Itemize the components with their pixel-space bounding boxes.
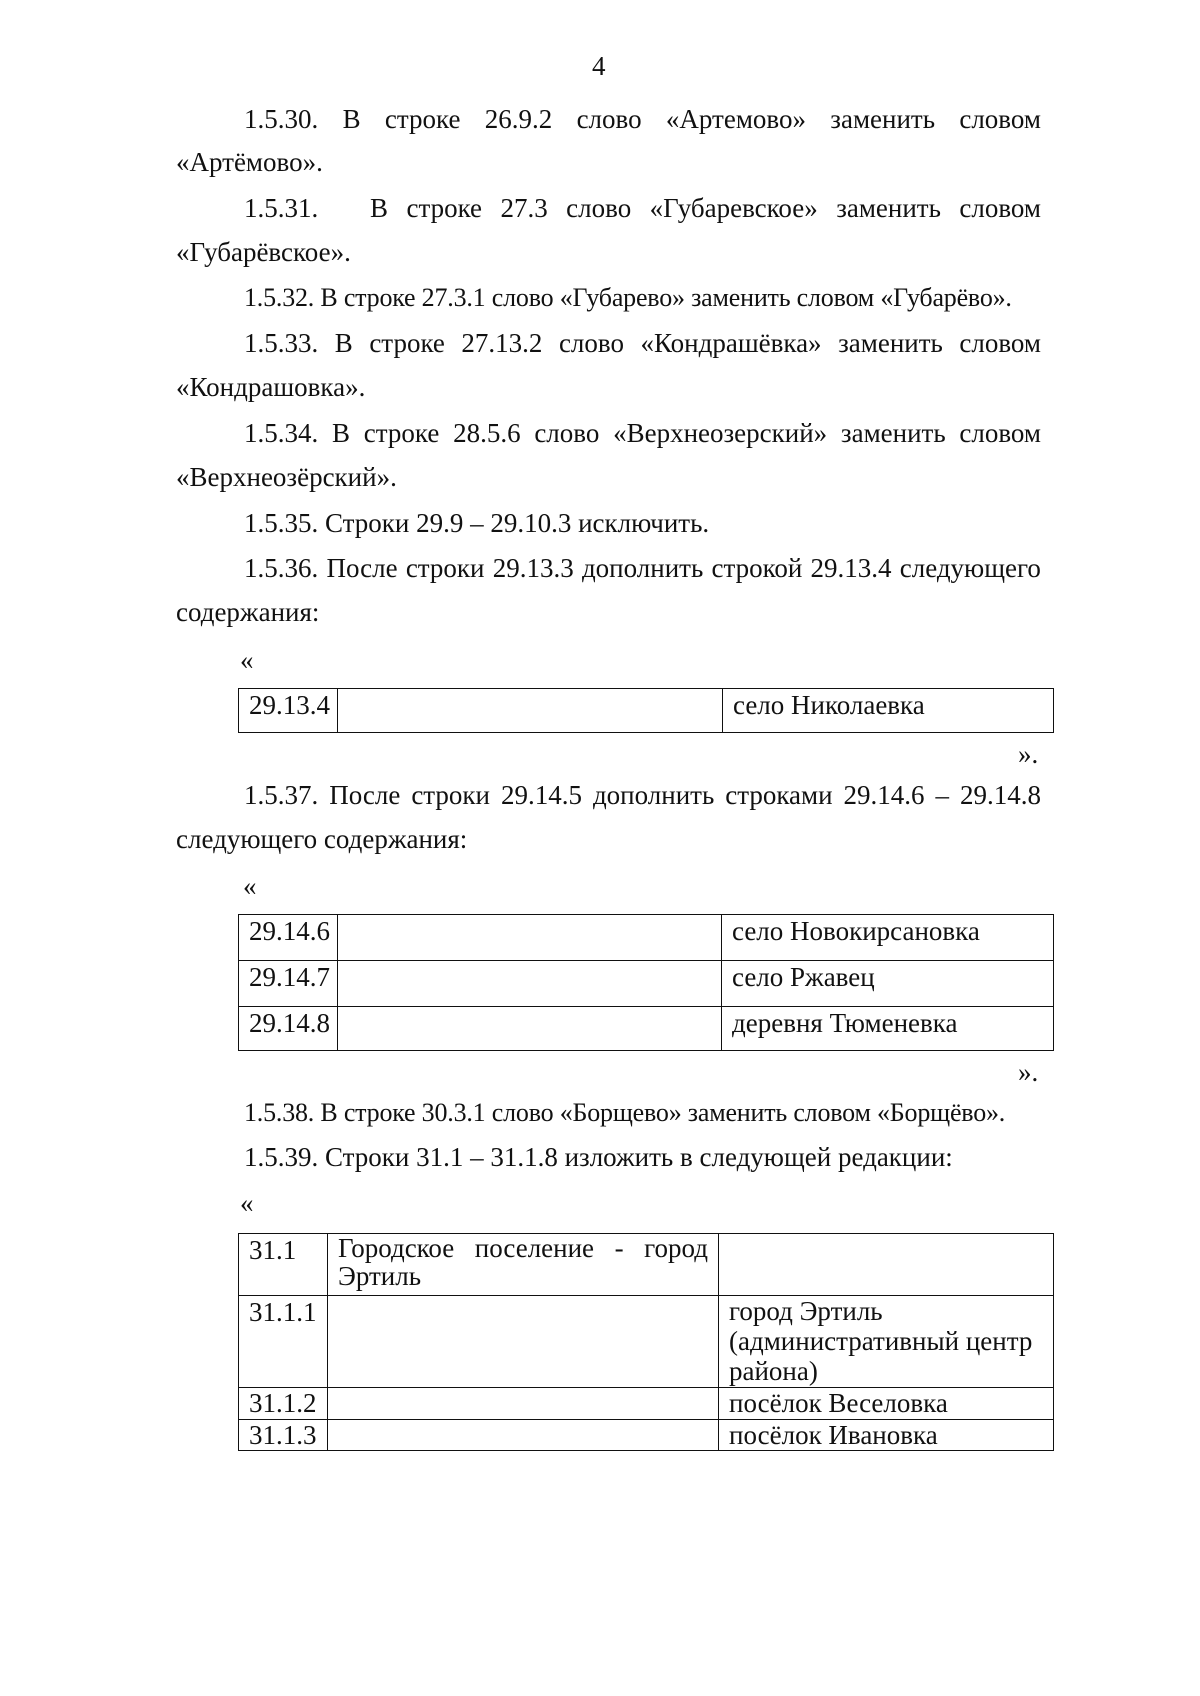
paragraph-number: 1.5.33. xyxy=(244,328,319,358)
row-settlement-cell: посёлок Ивановка xyxy=(719,1420,1054,1451)
word: следующего xyxy=(899,553,1041,583)
word: После xyxy=(326,553,398,583)
paragraph-1-5-35: 1.5.35. Строки 29.9 – 29.10.3 исключить. xyxy=(244,508,710,538)
word: 29.13.4 xyxy=(810,553,892,583)
row-name-cell xyxy=(338,1007,722,1051)
table-row xyxy=(239,1234,1054,1296)
word: строке xyxy=(406,193,483,223)
word: заменить xyxy=(836,193,941,223)
table-29-14 xyxy=(238,914,1054,1051)
word: словом xyxy=(959,418,1041,448)
word: дополнить xyxy=(592,780,715,810)
table-row xyxy=(239,1296,1054,1388)
word: строке xyxy=(369,328,445,358)
row-code-cell: 31.1.2 xyxy=(239,1388,328,1420)
word: строкой xyxy=(711,553,803,583)
word: слово xyxy=(534,418,600,448)
word: словом xyxy=(959,193,1041,223)
table-row xyxy=(239,961,1054,1007)
paragraph-1-5-39: 1.5.39. Строки 31.1 – 31.1.8 изложить в следующей редакции: xyxy=(244,1142,953,1172)
word: слово xyxy=(576,104,642,134)
word: 26.9.2 xyxy=(484,104,553,134)
word: 29.13.3 xyxy=(492,553,574,583)
word: 27.13.2 xyxy=(461,328,543,358)
word: заменить xyxy=(840,418,946,448)
paragraph-continuation: «Артёмово». xyxy=(176,147,323,177)
table-row xyxy=(239,689,1054,733)
row-name-cell xyxy=(338,961,722,1007)
row-name-cell: Городское поселение - город Эртиль xyxy=(328,1234,719,1296)
word: В xyxy=(332,418,351,448)
paragraph-continuation: «Кондрашовка». xyxy=(176,372,366,402)
word: 29.14.5 xyxy=(500,780,582,810)
paragraph-continuation: «Верхнеозёрский». xyxy=(176,462,397,492)
opening-quote: « xyxy=(240,645,254,675)
row-code-cell: 29.14.8 xyxy=(239,1007,338,1051)
table-row xyxy=(239,1007,1054,1051)
paragraph-1-5-30 xyxy=(244,103,1041,135)
word: 27.3 xyxy=(500,193,548,223)
page-number: 4 xyxy=(592,51,606,81)
closing-quote: ». xyxy=(1018,1057,1039,1087)
word: – xyxy=(935,780,950,810)
word: заменить xyxy=(838,328,943,358)
row-code-cell: 31.1 xyxy=(239,1234,328,1296)
paragraph-1-5-32: 1.5.32. В строке 27.3.1 слово «Губарево» заменить словом «Губарёво». xyxy=(244,283,1012,312)
closing-quote: ». xyxy=(1018,739,1039,769)
word: 28.5.6 xyxy=(453,418,521,448)
row-settlement-cell: деревня Тюменевка xyxy=(722,1007,1054,1051)
row-code-cell: 31.1.3 xyxy=(239,1420,328,1451)
row-settlement-cell: село Новокирсановка xyxy=(722,915,1054,961)
word: «Кондрашёвка» xyxy=(640,328,822,358)
row-settlement-cell: село Ржавец xyxy=(722,961,1054,1007)
table-row xyxy=(239,1388,1054,1420)
word: строки xyxy=(405,553,485,583)
row-code-cell: 29.14.7 xyxy=(239,961,338,1007)
paragraph-continuation: содержания: xyxy=(176,597,320,627)
paragraph-number: 1.5.34. xyxy=(244,418,319,448)
paragraph-number: 1.5.31. xyxy=(244,193,319,223)
table-row xyxy=(239,1420,1054,1451)
row-name-cell xyxy=(328,1420,719,1451)
paragraph-continuation: следующего содержания: xyxy=(176,824,468,854)
paragraph-1-5-34 xyxy=(244,417,1041,449)
paragraph-number: 1.5.36. xyxy=(244,553,319,583)
word: После xyxy=(329,780,401,810)
word: строки xyxy=(411,780,490,810)
word: «Губаревское» xyxy=(649,193,818,223)
word: словом xyxy=(959,328,1041,358)
row-settlement-cell: посёлок Веселовка xyxy=(719,1388,1054,1420)
row-name-cell xyxy=(328,1296,719,1388)
table-29-13-4 xyxy=(238,688,1054,733)
word: 29.14.8 xyxy=(959,780,1041,810)
word: строке xyxy=(384,104,461,134)
word: В xyxy=(334,328,353,358)
row-settlement-cell: город Эртиль (административный центр района) xyxy=(719,1296,1054,1388)
word: В xyxy=(342,104,361,134)
paragraph-1-5-31 xyxy=(370,192,1041,224)
word: слово xyxy=(566,193,632,223)
row-code-cell: 29.13.4 xyxy=(239,689,338,733)
opening-quote: « xyxy=(243,871,257,901)
row-name-cell xyxy=(338,915,722,961)
row-settlement-cell: село Николаевка xyxy=(723,689,1054,733)
paragraph-1-5-37 xyxy=(244,779,1041,811)
row-code-cell: 29.14.6 xyxy=(239,915,338,961)
paragraph-continuation: «Губарёвское». xyxy=(176,237,351,267)
row-name-cell xyxy=(328,1388,719,1420)
paragraph-1-5-33 xyxy=(244,327,1041,359)
word: словом xyxy=(959,104,1041,134)
word: заменить xyxy=(830,104,936,134)
word: слово xyxy=(558,328,624,358)
paragraph-1-5-36 xyxy=(244,552,1041,584)
row-name-cell xyxy=(338,689,723,733)
row-code-cell: 31.1.1 xyxy=(239,1296,328,1388)
word: В xyxy=(370,193,389,223)
word: строке xyxy=(363,418,440,448)
paragraph-number: 1.5.30. xyxy=(244,104,319,134)
word: «Верхнеозерский» xyxy=(613,418,828,448)
word: 29.14.6 xyxy=(843,780,925,810)
word: строками xyxy=(725,780,833,810)
table-row xyxy=(239,915,1054,961)
word: «Артемово» xyxy=(665,104,806,134)
paragraph-number: 1.5.37. xyxy=(244,780,319,810)
word: дополнить xyxy=(581,553,704,583)
table-31-1 xyxy=(238,1233,1054,1451)
row-settlement-cell xyxy=(719,1234,1054,1296)
paragraph-1-5-38: 1.5.38. В строке 30.3.1 слово «Борщево» заменить словом «Борщёво». xyxy=(244,1098,1006,1127)
opening-quote: « xyxy=(240,1188,254,1218)
